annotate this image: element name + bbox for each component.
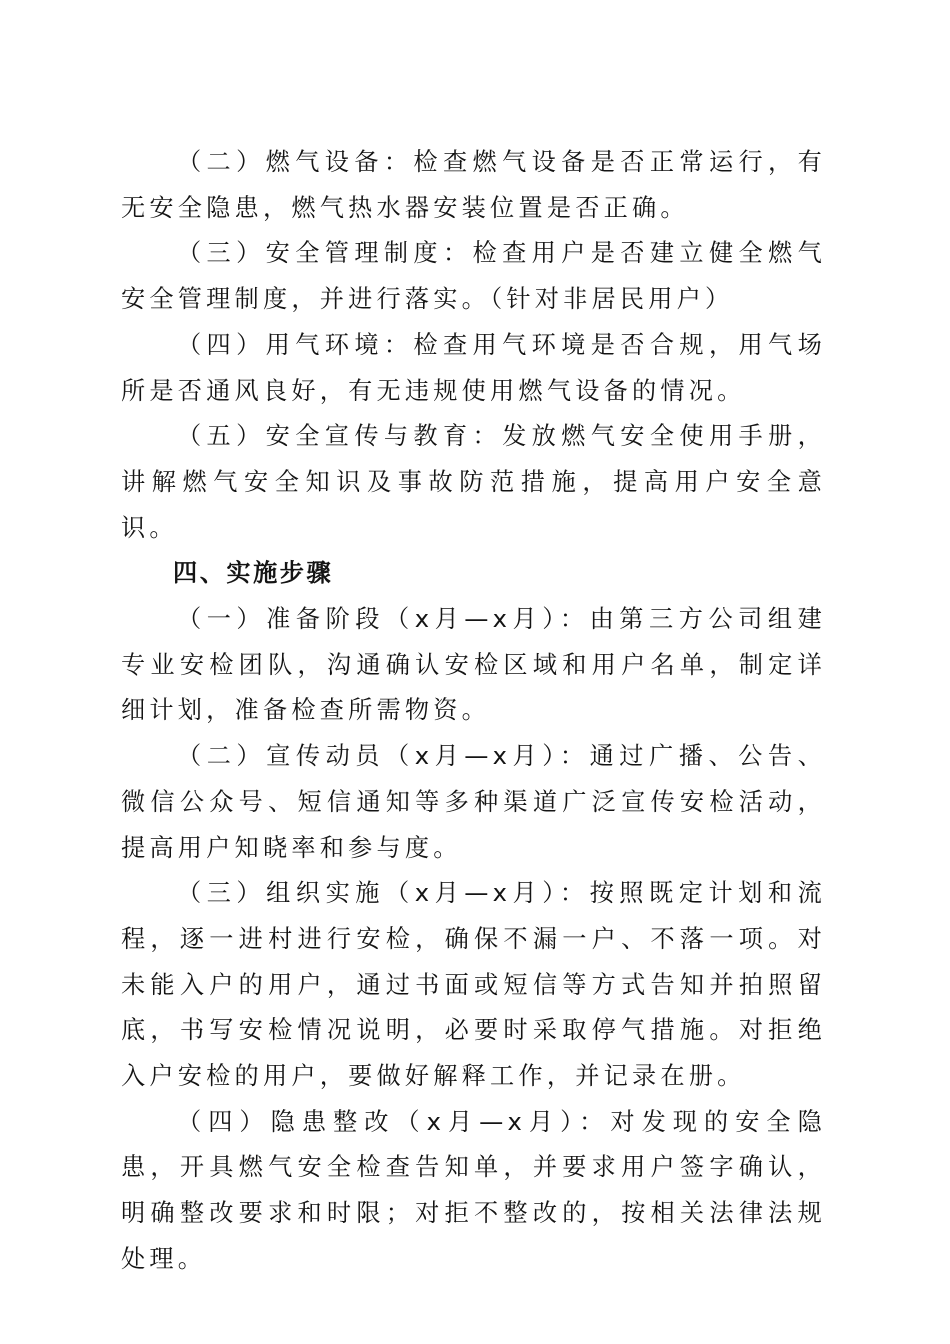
paragraph-hazard-rectification: （四）隐患整改（x月—x月）：对发现的安全隐患，开具燃气安全检查告知单，并要求用户签字确认，明确整改要求和时限；对拒不整改的，按相关法律法规处理。 (121, 1107, 826, 1273)
document-body (121, 140, 826, 1283)
paragraph-organization-implementation: （三）组织实施（x月—x月）：按照既定计划和流程，逐一进村进行安检，确保不漏一户、不落一项。对未能入户的用户，通过书面或短信等方式告知并拍照留底，书写安检情况说明，必要时采取停气措施。对拒绝入户安检的用户，要做好解释工作，并记录在册。 (121, 879, 826, 1091)
paragraph-safety-management: （三）安全管理制度：检查用户是否建立健全燃气安全管理制度，并进行落实。（针对非居民用户） (121, 239, 826, 314)
paragraph-publicity-mobilization: （二）宣传动员（x月—x月）：通过广播、公告、微信公众号、短信通知等多种渠道广泛宣传安检活动，提高用户知晓率和参与度。 (121, 742, 826, 862)
paragraph-preparation-stage: （一）准备阶段（x月—x月）：由第三方公司组建专业安检团队，沟通确认安检区域和用户名单，制定详细计划，准备检查所需物资。 (121, 605, 826, 725)
section-heading-implementation-steps: 四、实施步骤 (173, 559, 334, 588)
paragraph-gas-environment: （四）用气环境：检查用气环境是否合规，用气场所是否通风良好，有无违规使用燃气设备的情况。 (121, 330, 826, 405)
paragraph-safety-education: （五）安全宣传与教育：发放燃气安全使用手册，讲解燃气安全知识及事故防范措施，提高用户安全意识。 (121, 422, 826, 542)
paragraph-gas-equipment: （二）燃气设备：检查燃气设备是否正常运行，有无安全隐患，燃气热水器安装位置是否正确。 (121, 148, 826, 222)
